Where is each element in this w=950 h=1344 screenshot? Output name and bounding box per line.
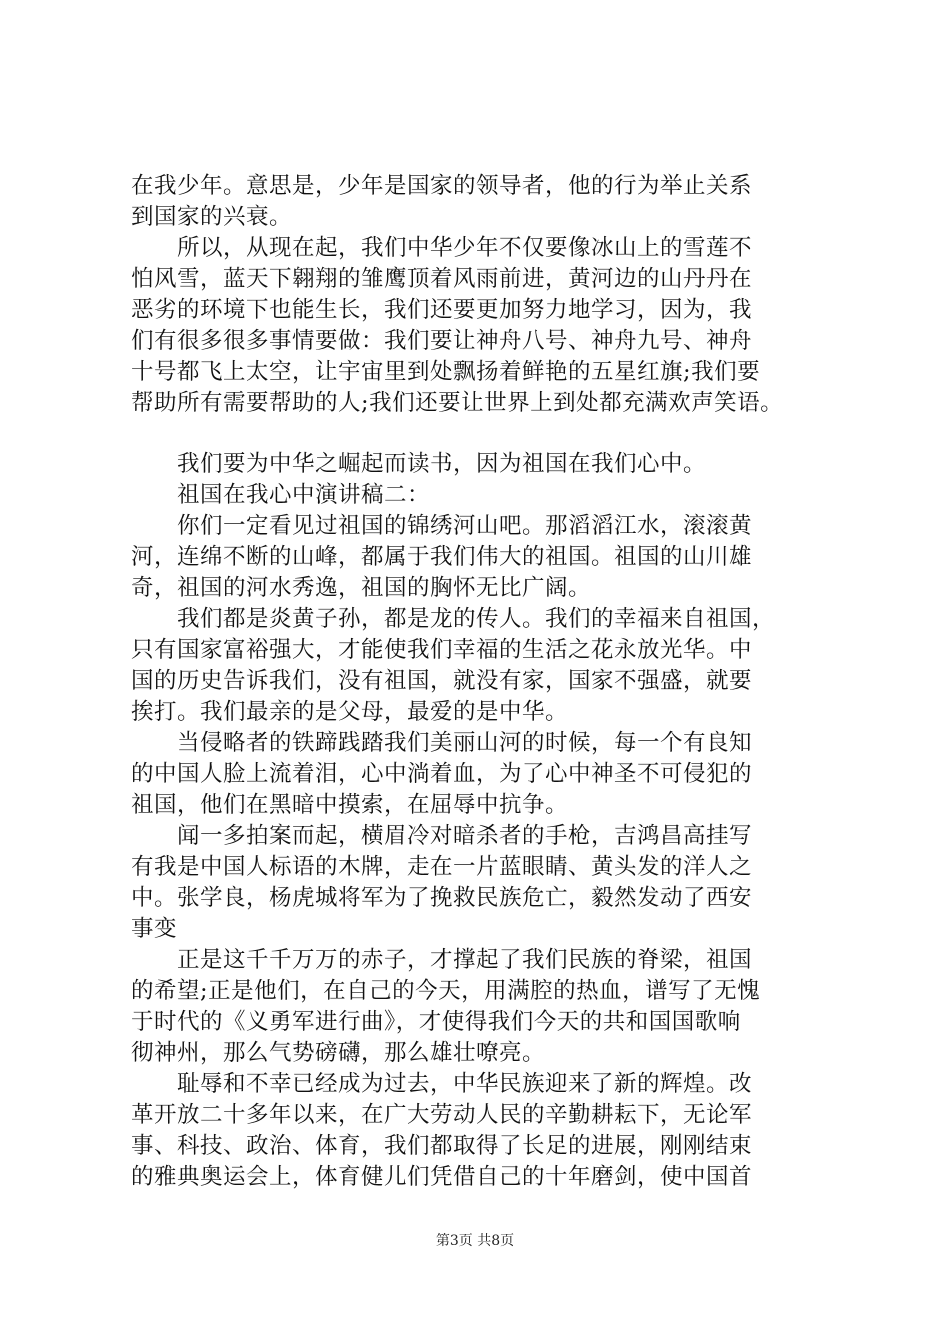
text-line: 我们要为中华之崛起而读书，因为祖国在我们心中。: [131, 451, 707, 477]
paragraph-gap: [131, 419, 831, 449]
text-block-2: [131, 449, 831, 1193]
text-line: 所以，从现在起，我们中华少年不仅要像冰山上的雪莲不: [131, 235, 753, 261]
text-line: 十号都飞上太空，让宇宙里到处飘扬着鲜艳的五星红旗;我们要: [131, 359, 761, 385]
text-line: 奇，祖国的河水秀逸，祖国的胸怀无比广阔。: [131, 575, 592, 601]
text-block-1: [131, 171, 831, 419]
text-line: 的希望;正是他们，在自己的今天，用满腔的热血，谱写了无愧: [131, 978, 761, 1004]
text-line: 的中国人脸上流着泪，心中淌着血，为了心中神圣不可侵犯的: [131, 761, 753, 787]
text-line: 到国家的兴衰。: [131, 204, 293, 230]
text-line: 挨打。我们最亲的是父母，最爱的是中华。: [131, 699, 569, 725]
text-line: 当侵略者的铁蹄践踏我们美丽山河的时候，每一个有良知: [131, 730, 753, 756]
text-line: 恶劣的环境下也能生长，我们还要更加努力地学习，因为，我: [131, 297, 753, 323]
page-number-footer: 第3页 共8页: [435, 1233, 515, 1249]
text-line: 革开放二十多年以来，在广大劳动人民的辛勤耕耘下，无论军: [131, 1102, 753, 1128]
text-line: 有我是中国人标语的木牌，走在一片蓝眼睛、黄头发的洋人之: [131, 854, 753, 880]
text-line: 耻辱和不幸已经成为过去，中华民族迎来了新的辉煌。改: [131, 1071, 753, 1097]
text-line: 你们一定看见过祖国的锦绣河山吧。那滔滔江水，滚滚黄: [131, 513, 753, 539]
text-line: 我们都是炎黄子孙，都是龙的传人。我们的幸福来自祖国，: [131, 606, 776, 632]
text-line: 国的历史告诉我们，没有祖国，就没有家，国家不强盛，就要: [131, 668, 753, 694]
text-line: 事、科技、政治、体育，我们都取得了长足的进展，刚刚结束: [131, 1133, 753, 1159]
text-line: 中。张学良，杨虎城将军为了挽救民族危亡，毅然发动了西安: [131, 885, 753, 911]
text-line: 的雅典奥运会上，体育健儿们凭借自己的十年磨剑，使中国首: [131, 1164, 753, 1190]
text-line: 只有国家富裕强大，才能使我们幸福的生活之花永放光华。中: [131, 637, 753, 663]
text-line: 帮助所有需要帮助的人;我们还要让世界上到处都充满欢声笑语。: [131, 390, 784, 416]
text-line: 们有很多很多事情要做：我们要让神舟八号、神舟九号、神舟: [131, 328, 753, 354]
text-line: 事变: [131, 916, 178, 942]
text-line: 于时代的《义勇军进行曲》，才使得我们今天的共和国国歌响: [131, 1009, 741, 1035]
text-line: 河，连绵不断的山峰，都属于我们伟大的祖国。祖国的山川雄: [131, 544, 753, 570]
text-line: 正是这千千万万的赤子，才撑起了我们民族的脊梁，祖国: [131, 947, 753, 973]
text-line: 祖国，他们在黑暗中摸索，在屈辱中抗争。: [131, 792, 569, 818]
text-line: 在我少年。意思是，少年是国家的领导者，他的行为举止关系: [131, 173, 753, 199]
document-body: [131, 171, 831, 1193]
text-line: 彻神州，那么气势磅礴，那么雄壮嘹亮。: [131, 1040, 546, 1066]
section-heading: 祖国在我心中演讲稿二：: [131, 482, 431, 508]
text-line: 怕风雪，蓝天下翱翔的雏鹰顶着风雨前进，黄河边的山丹丹在: [131, 266, 753, 292]
text-line: 闻一多拍案而起，横眉冷对暗杀者的手枪，吉鸿昌高挂写: [131, 823, 753, 849]
